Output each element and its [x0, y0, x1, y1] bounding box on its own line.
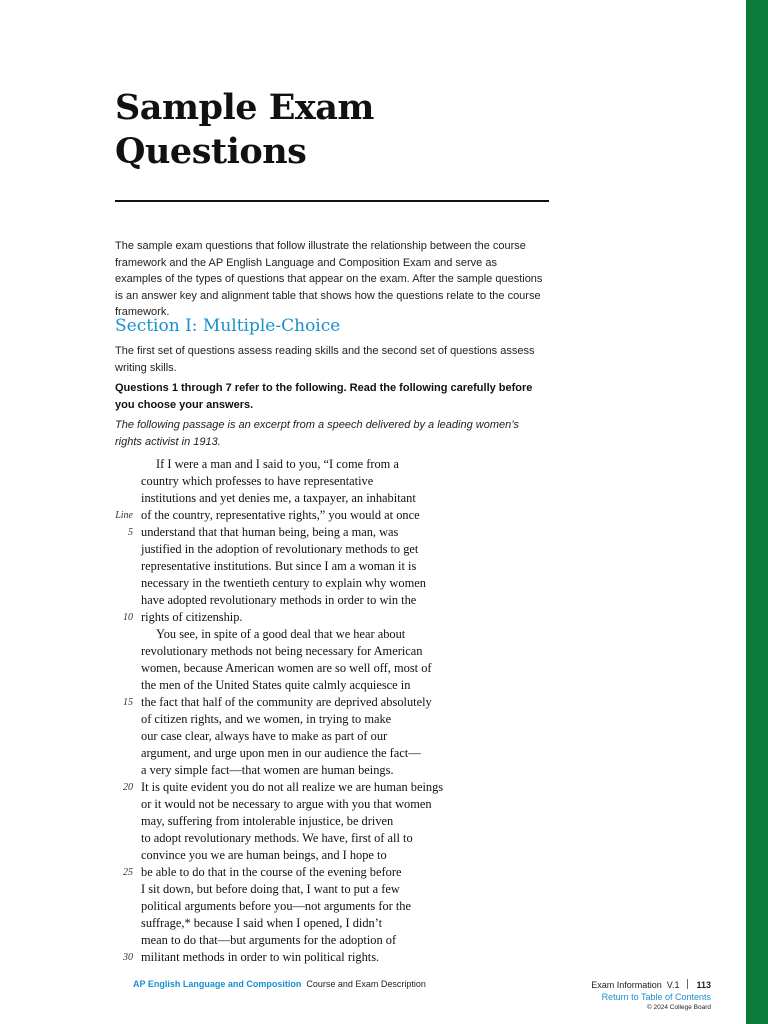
passage-line [100, 609, 460, 626]
passage-line-text: women, because American women are so well off, most of [141, 661, 432, 675]
footer-page-info [591, 979, 711, 1013]
passage-line-text: a very simple fact—that women are human beings. [141, 763, 394, 777]
line-number: 30 [123, 952, 133, 963]
passage-line-text: to adopt revolutionary methods. We have, first of all to [141, 831, 413, 845]
page-title-line-2: Questions [115, 131, 307, 172]
passage-line-text: institutions and yet denies me, a taxpayer, an inhabitant [141, 491, 416, 505]
passage-line [100, 864, 460, 881]
passage-line [100, 473, 460, 490]
passage-line [100, 847, 460, 864]
passage-line [100, 779, 460, 796]
passage-line [100, 745, 460, 762]
passage-line-text: be able to do that in the course of the evening before [141, 865, 402, 879]
line-number: 10 [123, 612, 133, 623]
line-number: 25 [123, 867, 133, 878]
passage-line [100, 524, 460, 541]
passage-line-text: our case clear, always have to make as part of our [141, 729, 388, 743]
passage-line [100, 830, 460, 847]
passage-line [100, 575, 460, 592]
passage-line [100, 643, 460, 660]
passage-line-text: revolutionary methods not being necessary for American [141, 644, 423, 658]
passage-line [100, 813, 460, 830]
copyright: © 2024 College Board [646, 1004, 711, 1011]
page-title-line-1: Sample Exam [115, 87, 374, 128]
section-description: The first set of questions assess reading skills and the second set of questions assess writing skills. [115, 345, 535, 374]
passage-line [100, 694, 460, 711]
passage-line [100, 456, 460, 473]
intro-paragraph: The sample exam questions that follow illustrate the relationship between the course framework and the AP English Language and Composition Exam and serve as examples of the types of questions that appear on the exam. After the sample questions is an answer key and alignment table that shows how the questions relate to the course framework. [115, 240, 543, 318]
side-color-bar [746, 0, 768, 1024]
passage-line-text: or it would not be necessary to argue with you that women [141, 797, 432, 811]
passage-line-text: may, suffering from intolerable injustice, be driven [141, 814, 394, 828]
footer-course-name: AP English Language and Composition [133, 979, 302, 989]
section-heading: Section I: Multiple-Choice [115, 316, 341, 336]
line-number: Line [115, 510, 133, 521]
passage-line [100, 711, 460, 728]
passage-line-text: political arguments before you—not arguments for the [141, 899, 412, 913]
passage-line-text: I sit down, but before doing that, I want to put a few [141, 882, 400, 896]
passage-line-text: have adopted revolutionary methods in order to win the [141, 593, 417, 607]
passage-line-text: justified in the adoption of revolutionary methods to get [141, 542, 419, 556]
passage-line [100, 762, 460, 779]
passage [100, 456, 460, 966]
title-divider [115, 200, 549, 202]
passage-line [100, 507, 460, 524]
passage-line-text: country which professes to have representative [141, 474, 374, 488]
footer-exam-info: Exam Information V.1 [591, 980, 680, 990]
passage-introduction: The following passage is an excerpt from a speech delivered by a leading women’s rights activist in 1913. [115, 419, 519, 448]
line-number: 20 [123, 782, 133, 793]
return-to-toc-link[interactable]: Return to Table of Contents [601, 992, 711, 1002]
passage-line [100, 932, 460, 949]
line-number: 15 [123, 697, 133, 708]
passage-line [100, 881, 460, 898]
passage-line-text: argument, and urge upon men in our audience the fact— [141, 746, 421, 760]
passage-line [100, 949, 460, 966]
passage-line-text: convince you we are human beings, and I hope to [141, 848, 387, 862]
passage-line [100, 558, 460, 575]
passage-line-text: of the country, representative rights,” you would at once [141, 508, 420, 522]
passage-line [100, 541, 460, 558]
passage-line-text: necessary in the twentieth century to explain why women [141, 576, 426, 590]
passage-line-text: representative institutions. But since I am a woman it is [141, 559, 417, 573]
passage-line-text: mean to do that—but arguments for the adoption of [141, 933, 397, 947]
passage-line-text: militant methods in order to win political rights. [141, 950, 380, 964]
footer-course-info [133, 979, 426, 989]
passage-line [100, 660, 460, 677]
page-title [115, 86, 545, 174]
page-number: 113 [696, 980, 711, 990]
passage-line-text: suffrage,* because I said when I opened, I didn’t [141, 916, 383, 930]
passage-line-text: the men of the United States quite calmly acquiesce in [141, 678, 411, 692]
passage-line [100, 728, 460, 745]
passage-line-text: It is quite evident you do not all realize we are human beings [141, 780, 444, 794]
passage-line [100, 626, 460, 643]
passage-line [100, 915, 460, 932]
question-directions: Questions 1 through 7 refer to the following. Read the following carefully before you choose your answers. [115, 382, 533, 411]
passage-line-text: the fact that half of the community are deprived absolutely [141, 695, 432, 709]
passage-line-text: of citizen rights, and we women, in trying to make [141, 712, 392, 726]
passage-line-text: If I were a man and I said to you, “I come from a [156, 457, 399, 471]
passage-line-text: understand that that human being, being a man, was [141, 525, 399, 539]
passage-line [100, 796, 460, 813]
footer-ced-label: Course and Exam Description [306, 979, 426, 989]
passage-line [100, 490, 460, 507]
passage-line [100, 898, 460, 915]
line-number: 5 [128, 527, 133, 538]
passage-line [100, 677, 460, 694]
passage-line [100, 592, 460, 609]
passage-line-text: rights of citizenship. [141, 610, 243, 624]
footer-separator [687, 979, 688, 989]
passage-line-text: You see, in spite of a good deal that we hear about [156, 627, 406, 641]
